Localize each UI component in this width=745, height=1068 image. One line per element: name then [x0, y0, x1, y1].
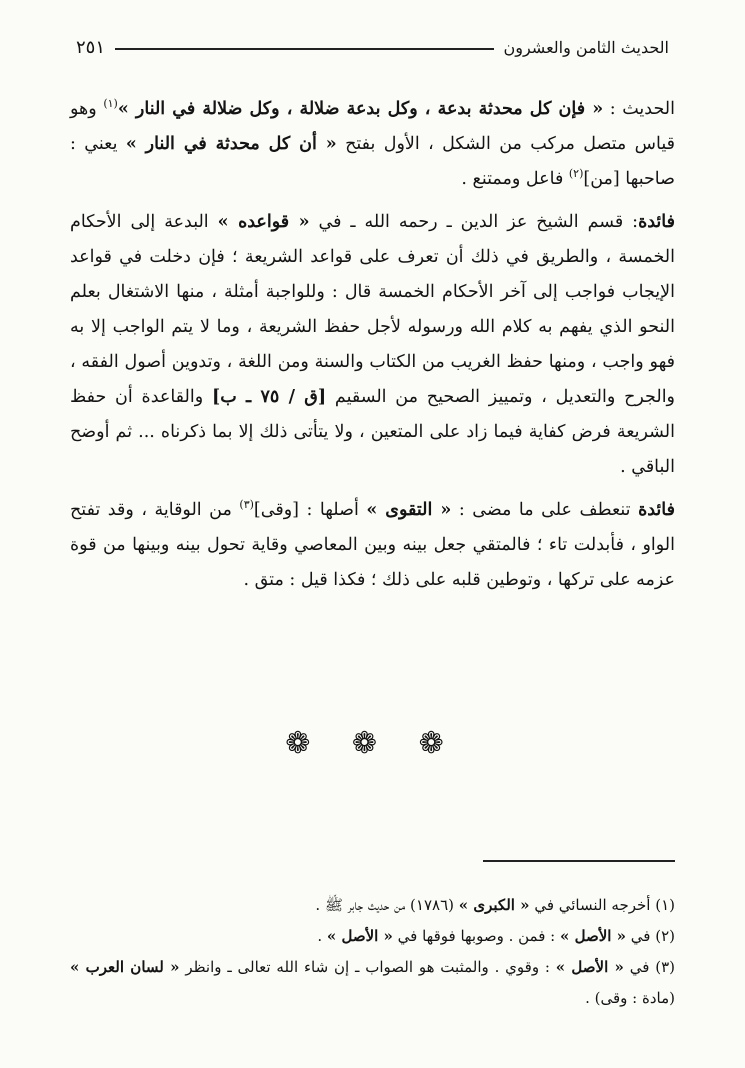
bold-quote: « أن كل محدثة في النار » — [125, 134, 337, 154]
footnote-ref: (٣) — [239, 498, 254, 512]
bold-quote: « التقوى » — [366, 500, 452, 520]
main-text — [70, 92, 675, 606]
bold-quote: « الأصل » — [326, 927, 393, 945]
text-run: : قسم الشيخ عز الدين ـ رحمه الله ـ في — [309, 212, 639, 232]
bold-reference: [ق / ٧٥ ـ ب] — [211, 387, 327, 407]
text-run: يعني : صاحبها [من] — [70, 134, 675, 189]
bold-quote: « الأصل » — [555, 958, 624, 976]
text-run: : وقوي . والمثبت هو الصواب ـ إن شاء الله تعالى ـ وانظر — [179, 958, 556, 976]
text-run: والقاعدة أن حفظ الشريعة فرض كفاية فيما زاد على المتعين ، ولا يتأتى ذلك إلا بما ذكرناه ... ثم أوضح الباقي . — [70, 387, 675, 477]
footnotes — [70, 890, 675, 1014]
page-number: ٢٥١ — [76, 36, 106, 58]
text-run: (٣) في — [623, 958, 676, 976]
bold-heading: فائدة — [638, 212, 676, 232]
text-run: أصلها : [وقى] — [253, 500, 367, 520]
text-run: (١٧٨٦) من حديث جابر ﷺ . — [315, 896, 459, 914]
bold-quote: « فإن كل محدثة بدعة ، وكل بدعة ضلالة ، وكل ضلالة في النار » — [117, 99, 604, 119]
header-title: الحديث الثامن والعشرون — [503, 37, 669, 57]
text-run: (٢) في — [626, 927, 675, 945]
text-run: (١) أخرجه النسائي في — [529, 896, 675, 914]
text-run: تنعطف على ما مضى : — [451, 500, 639, 520]
text-run: (مادة : وقى) . — [585, 989, 675, 1007]
text-run: من الوقاية ، وقد تفتح الواو ، فأبدلت تاء ؛ فالمتقي جعل بينه وبين المعاصي وقاية تحول بينه وبينها من قوة عزمه على تركها ، وتوطين قلبه على ذلك ؛ فكذا قيل : متق . — [70, 500, 675, 590]
text-run: الحديث : — [603, 99, 675, 119]
bold-heading: فائدة — [638, 500, 675, 520]
text-run: البدعة إلى الأحكام الخمسة ، والطريق في ذلك أن تعرف على قواعد الشريعة ؛ فإن دخلت في قواعد الإيجاب فواجب إلى آخر الأحكام الخمسة قال : وللواجبة أمثلة ، منها الاشتغال بعلم النحو الذي يفهم به كلام الله ورسوله لأجل حفظ الشريعة ، وما لا يتم الواجب إلا به فهو واجب ، ومنها حفظ الغريب من الكتاب والسنة ومن اللغة ، وتدوين أصول الفقه ، والجرح والتعديل ، وتمييز الصحيح من السقيم — [70, 212, 676, 407]
paragraph-faida-2 — [70, 493, 675, 598]
footnote-rule — [483, 860, 675, 862]
paragraph-hadith — [70, 92, 675, 197]
bold-quote: « الكبرى » — [458, 896, 530, 914]
header-rule — [115, 48, 493, 50]
text-run: . — [317, 927, 327, 945]
paragraph-faida-1 — [70, 205, 675, 485]
bold-quote: « قواعده » — [217, 212, 310, 232]
footnote-1 — [70, 890, 675, 921]
bold-quote: « لسان العرب » — [70, 958, 180, 976]
footnote-ref: (٢) — [568, 167, 584, 181]
footnote-2 — [70, 921, 675, 952]
footnote-ref: (١) — [103, 97, 118, 111]
text-run: فاعل وممتنع . — [461, 169, 569, 189]
section-ornament: ❁ ❁ ❁ — [285, 726, 460, 761]
bold-quote: « الأصل » — [560, 927, 627, 945]
footnote-3 — [70, 952, 675, 1014]
text-run: : فمن . وصوبها فوقها في — [392, 927, 560, 945]
running-header — [76, 32, 669, 62]
text-run: وهو قياس متصل مركب من الشكل ، الأول بفتح — [70, 99, 676, 154]
